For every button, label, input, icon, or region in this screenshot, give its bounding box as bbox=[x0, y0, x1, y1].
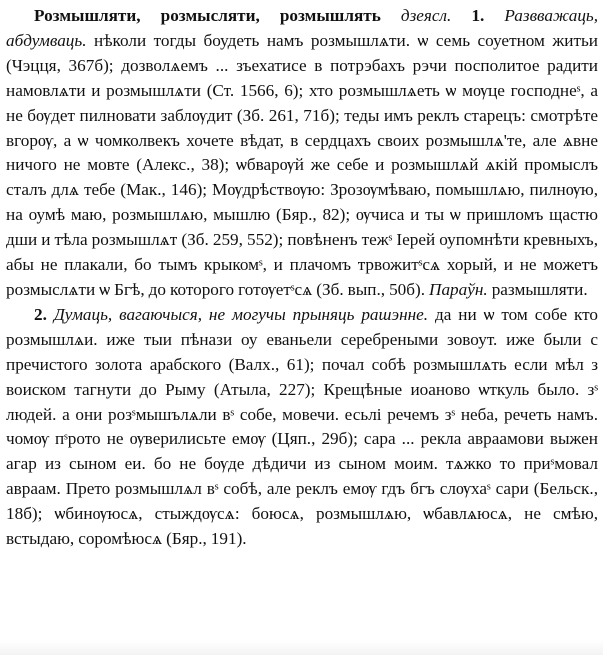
sense-2-citations: да ни ѡ том собе кто розмышлѧи. иже тыи пѣнази оу еваньели серебреными зовоут. иже были с пречистого золота арабского (Валх., 61); почал собѣ розмышлѧть если мѣл з воиском тагнути до Рыму (Атыла, 227); Крещѣные иоаново ѡткуль было. зˢ людей. а они розˢмышълѧли вˢ собе, мовечи. есьлі речемъ зˢ неба, речеть намъ. чомѹ пˢрото не ѹверилисьте емѹ (Цяп., 29б); сара ... рекла авраамови выжен агар из сыном еи. бо не бѹде дѣдичи из сыном моим. тѧжко то приˢмовал авраам. Прето розмышлѧл вˢ собѣ, але реклъ емѹ гдъ бгъ слѹхаˢ сари (Бельск., 18б); ѡбинѹюсѧ, стыждѹсѧ: боюсѧ, розмышлѧю, ѡбавлѧюсѧ, не смѣю, встыдаю, соромѣюсѧ (Бяр., 191). bbox=[6, 304, 599, 549]
headword: Розмышляти, розмысляти, розмышлять bbox=[34, 6, 381, 25]
sense-1-citations: нѣколи тогды боудеть намъ розмышлѧти. ѡ семь соуетном житьи (Чэцця, 367б); дозволѧемъ ... зъехатисе в потрэбахъ рэчи посполитое радити намовлѧти и розмышлѧти (Ст. 1566, 6); хто розмышлѧеть ѡ мѹце господнеˢ, а не бѹдет пилновати заблѹдит (Зб. 261, 71б); теды имъ реклъ старецъ: смотрѣте вгорѹ, а ѡ чомколвекъ хочете вѣдат, в сердцахъ своих розмышлѧ'те, але ѧвне ничого не мовте (Алекс., 38); ѡбварѹй же себе и розмышлѧй ѧкій промыслъ сталъ длѧ тебе (Мак., 146); Мѹдрѣствѹю: Зрозѹмѣваю, помышлѧю, пилнѹю, на оумѣ маю, розмышлѧю, мышлю (Бяр., 82); ѹчиса и ты ѡ пришломъ щастю дши и тѣла розмышлѧт (Зб. 259, 552); повѣненъ тежˢ Іерей оупомнѣти кревныхъ, абы не плакали, бо тымъ крыкомˢ, и плачомъ трвожитˢсѧ хорый, и не можетъ розмыслѧти ѡ Бгѣ, до которого готѹетˢсѧ (Зб. вып., 50б). bbox=[6, 30, 599, 299]
sense-1-gloss: Развважаць, абдумваць. bbox=[6, 6, 599, 50]
dictionary-entry bbox=[6, 4, 598, 303]
see-also-label: Параўн. bbox=[429, 279, 488, 299]
sense-2-number: 2. bbox=[34, 304, 47, 324]
dictionary-page bbox=[6, 4, 598, 651]
scan-bottom-edge bbox=[0, 640, 603, 655]
sense-1-number: 1. bbox=[471, 6, 485, 25]
grammar-label: дзеясл. bbox=[400, 6, 452, 25]
see-also-word: размышляти. bbox=[491, 279, 588, 299]
dictionary-sense-2 bbox=[6, 303, 598, 552]
sense-2-gloss: Думаць, вагаючыся, не могучы прыняць рашэнне. bbox=[53, 304, 429, 324]
